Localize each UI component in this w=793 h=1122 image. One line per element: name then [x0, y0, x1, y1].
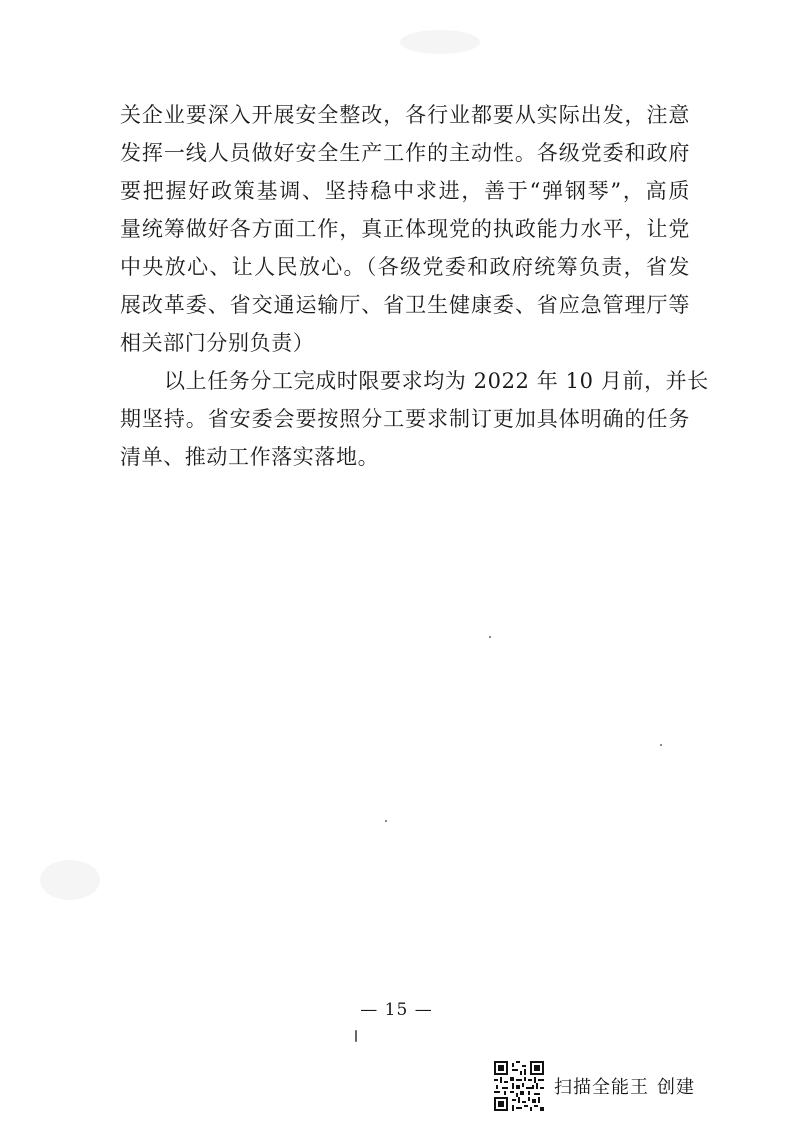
scan-smudge — [40, 860, 100, 900]
text-line: 以上任务分工完成时限要求均为 2022 年 10 月前，并长 — [164, 369, 709, 393]
text-line: 中央放心、让人民放心。（各级党委和政府统筹负责，省发 — [120, 255, 690, 279]
page-number: — 15 — — [360, 1000, 433, 1020]
text-line: 发挥一线人员做好安全生产工作的主动性。各级党委和政府 — [120, 141, 690, 165]
scan-speck — [355, 1030, 357, 1042]
qr-code-icon — [494, 1061, 544, 1111]
app-name: 扫描全能王 — [554, 1077, 649, 1098]
scan-speck — [385, 820, 387, 822]
text-line: 清单、推动工作落实落地。 — [120, 445, 380, 469]
text-line: 要把握好政策基调、坚持稳中求进，善于“弹钢琴”，高质 — [120, 179, 690, 203]
text-line: 展改革委、省交通运输厅、省卫生健康委、省应急管理厅等 — [120, 293, 690, 317]
watermark-text — [554, 1073, 695, 1099]
scan-speck — [489, 636, 491, 638]
scan-smudge — [400, 30, 480, 54]
text-line: 相关部门分别负责） — [120, 331, 315, 355]
paragraph-2 — [120, 362, 709, 476]
watermark-action: 创建 — [657, 1077, 695, 1098]
scan-speck — [660, 744, 662, 746]
text-line: 量统筹做好各方面工作，真正体现党的执政能力水平，让党 — [120, 217, 690, 241]
paragraph-1 — [120, 96, 690, 362]
text-line: 期坚持。省安委会要按照分工要求制订更加具体明确的任务 — [120, 407, 690, 431]
document-body — [120, 96, 709, 476]
text-line: 关企业要深入开展安全整改，各行业都要从实际出发，注意 — [120, 103, 690, 127]
camscanner-watermark — [494, 1058, 695, 1114]
